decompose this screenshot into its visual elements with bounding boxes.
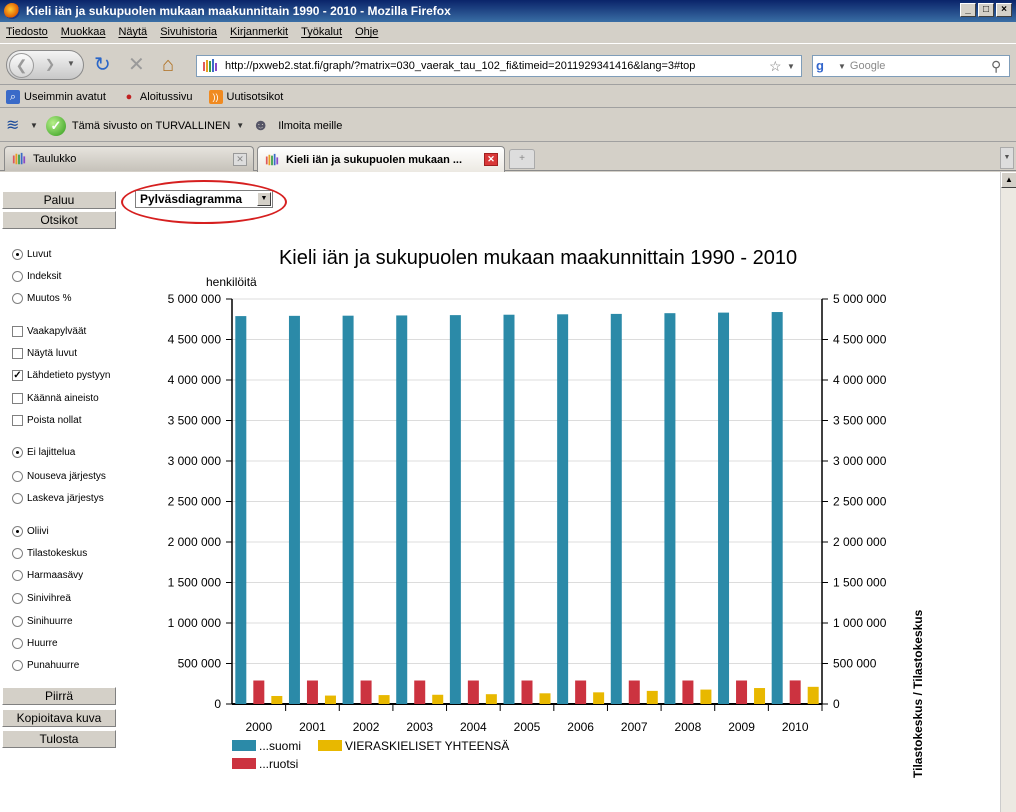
titles-button[interactable]: Otsikot xyxy=(2,211,116,229)
option-label: Luvut xyxy=(27,249,52,260)
x-tick-label: 2009 xyxy=(728,720,755,734)
radio-button[interactable] xyxy=(12,660,23,671)
start-page-icon: ● xyxy=(125,90,133,103)
firefox-icon xyxy=(4,3,20,19)
y-tick-label-right: 3 000 000 xyxy=(833,454,887,468)
history-dropdown-icon[interactable]: ▼ xyxy=(67,59,75,68)
bar-0 xyxy=(664,313,675,704)
tab-list-button[interactable]: ▼ xyxy=(1000,147,1014,169)
option-values[interactable] xyxy=(12,249,51,260)
menu-history[interactable]: Sivuhistoria xyxy=(160,26,218,38)
navigation-toolbar xyxy=(0,43,1016,85)
bar-0 xyxy=(718,313,729,704)
color-blue-frost[interactable] xyxy=(12,616,73,627)
tab-strip xyxy=(0,143,1016,171)
x-tick-label: 2004 xyxy=(460,720,487,734)
back-forward-group xyxy=(6,50,84,80)
page-content xyxy=(0,172,1000,812)
search-input[interactable]: Google xyxy=(849,60,886,72)
legend-label: ...ruotsi xyxy=(259,757,299,771)
bar-2 xyxy=(700,690,711,704)
option-label: Sinivihreä xyxy=(27,593,71,604)
url-text[interactable]: http://pxweb2.stat.fi/graph/?matrix=030_vaerak_tau_102_fi&timeid=2011929341416&lang=3#top xyxy=(225,60,696,72)
option-label: Nouseva järjestys xyxy=(27,471,106,482)
tab-favicon-icon xyxy=(11,152,27,166)
minimize-button[interactable]: _ xyxy=(960,3,976,17)
color-statistics-finland[interactable] xyxy=(12,548,87,559)
bar-0 xyxy=(396,315,407,704)
chevron-down-icon[interactable]: ▼ xyxy=(257,192,271,206)
radio-button[interactable] xyxy=(12,249,23,260)
bar-0 xyxy=(450,315,461,704)
option-label: Oliivi xyxy=(27,526,49,537)
site-favicon-icon xyxy=(201,58,219,74)
menu-file[interactable]: Tiedosto xyxy=(6,26,48,38)
radio-button[interactable] xyxy=(12,570,23,581)
checkbox[interactable] xyxy=(12,393,23,404)
tab-label: Taulukko xyxy=(33,153,77,165)
tab-favicon-icon xyxy=(264,153,280,167)
y-tick-label-left: 4 000 000 xyxy=(167,373,221,387)
y-tick-label-left: 2 000 000 xyxy=(167,535,221,549)
back-page-button[interactable]: Paluu xyxy=(2,191,116,209)
checkbox[interactable] xyxy=(12,415,23,426)
menu-tools[interactable]: Työkalut xyxy=(301,26,343,38)
bar-2 xyxy=(432,695,443,704)
option-transpose-data[interactable] xyxy=(12,393,99,404)
draw-button[interactable]: Piirrä xyxy=(2,687,116,705)
print-button[interactable]: Tulosta xyxy=(2,730,116,748)
y-tick-label-right: 5 000 000 xyxy=(833,292,887,306)
bookmark-star-icon[interactable]: ☆ xyxy=(769,57,782,74)
wot-dropdown-icon[interactable]: ▼ xyxy=(30,121,38,130)
url-dropdown-icon[interactable]: ▼ xyxy=(787,61,795,71)
bar-2 xyxy=(593,692,604,704)
legend-label: ...suomi xyxy=(259,739,302,753)
bar-2 xyxy=(808,687,819,704)
reload-icon[interactable]: ↻ xyxy=(94,54,111,76)
color-red-frost[interactable] xyxy=(12,660,79,671)
menu-help[interactable]: Ohje xyxy=(355,26,379,38)
option-label: Tilastokeskus xyxy=(27,548,88,559)
copy-image-button[interactable]: Kopioitava kuva xyxy=(2,709,116,727)
bar-2 xyxy=(271,696,282,704)
option-label: Muutos % xyxy=(27,293,72,304)
bar-1 xyxy=(307,681,318,704)
option-label: Laskeva järjestys xyxy=(27,493,104,504)
y-tick-label-left: 4 500 000 xyxy=(167,332,221,347)
x-tick-label: 2005 xyxy=(513,720,541,734)
y-tick-label-left: 3 500 000 xyxy=(167,413,221,428)
forward-button[interactable]: ❯ xyxy=(45,57,56,71)
x-tick-label: 2007 xyxy=(620,720,648,734)
option-label: Lähdetieto pystyyn xyxy=(27,370,111,381)
y-tick-label-left: 0 xyxy=(214,697,221,711)
menu-view[interactable]: Näytä xyxy=(118,26,148,38)
y-tick-label-right: 1 000 000 xyxy=(833,616,887,630)
option-ascending[interactable] xyxy=(12,471,106,482)
google-icon[interactable]: g xyxy=(816,58,824,73)
color-blue-green[interactable] xyxy=(12,593,71,604)
close-window-button[interactable]: × xyxy=(996,3,1012,17)
bar-0 xyxy=(504,315,515,704)
y-tick-label-right: 500 000 xyxy=(833,656,877,671)
checkbox[interactable] xyxy=(12,348,23,359)
y-tick-label-left: 5 000 000 xyxy=(167,292,221,306)
bar-1 xyxy=(414,681,425,704)
bar-2 xyxy=(325,696,336,704)
security-status-text[interactable]: Tämä sivusto on TURVALLINEN xyxy=(71,119,231,132)
close-tab-icon[interactable]: ✕ xyxy=(233,153,247,166)
radio-button[interactable] xyxy=(12,526,23,537)
new-tab-button[interactable]: + xyxy=(509,149,535,169)
bar-1 xyxy=(736,681,747,704)
bar-1 xyxy=(682,681,693,704)
menu-edit[interactable]: Muokkaa xyxy=(60,26,106,38)
option-show-values[interactable] xyxy=(12,348,77,359)
bar-1 xyxy=(468,681,479,704)
vertical-scrollbar[interactable] xyxy=(1000,172,1016,812)
chart-type-value: Pylväsdiagramma xyxy=(140,192,243,206)
option-label: Käännä aineisto xyxy=(27,393,99,404)
color-olive[interactable] xyxy=(12,526,49,537)
y-tick-label-left: 2 500 000 xyxy=(167,494,221,509)
bar-1 xyxy=(361,681,372,704)
bookmark-most-visited[interactable] xyxy=(6,90,106,104)
option-label: Harmaasävy xyxy=(27,570,84,581)
legend-swatch xyxy=(232,758,256,769)
bar-0 xyxy=(611,314,622,704)
wot-signal-icon[interactable]: ≋ xyxy=(6,116,20,134)
option-label: Sinihuurre xyxy=(27,616,73,627)
radio-button[interactable] xyxy=(12,593,23,604)
x-tick-label: 2002 xyxy=(352,720,380,734)
bar-2 xyxy=(486,694,497,704)
close-tab-icon[interactable]: ✕ xyxy=(484,153,498,166)
safe-check-icon: ✓ xyxy=(46,116,66,136)
option-source-vertical[interactable] xyxy=(12,370,110,381)
security-dropdown-icon[interactable]: ▼ xyxy=(236,121,245,130)
y-tick-label-right: 2 500 000 xyxy=(833,494,887,509)
tab-chart[interactable] xyxy=(257,146,505,172)
y-tick-label-left: 500 000 xyxy=(177,656,221,671)
addon-toolbar xyxy=(0,110,1016,142)
radio-button[interactable] xyxy=(12,271,23,282)
bookmark-label: Aloitussivu xyxy=(139,90,193,103)
radio-button[interactable] xyxy=(12,616,23,627)
bar-1 xyxy=(522,681,533,704)
x-tick-label: 2000 xyxy=(245,720,273,734)
menu-bar xyxy=(0,22,1016,42)
option-indices[interactable] xyxy=(12,271,61,282)
bookmarks-toolbar xyxy=(0,86,1016,108)
bar-0 xyxy=(235,316,246,704)
bar-0 xyxy=(557,314,568,704)
bar-0 xyxy=(772,312,783,704)
checkbox[interactable] xyxy=(12,326,23,337)
y-tick-label-right: 4 500 000 xyxy=(833,332,887,347)
y-tick-label-right: 2 000 000 xyxy=(833,535,887,549)
menu-bookmarks[interactable]: Kirjanmerkit xyxy=(230,26,289,38)
radio-button[interactable] xyxy=(12,293,23,304)
maximize-button[interactable]: □ xyxy=(978,3,994,17)
bar-2 xyxy=(754,688,765,704)
bookmark-news-headlines[interactable] xyxy=(209,90,284,104)
bookmark-label: Useimmin avatut xyxy=(24,90,106,103)
y-tick-label-left: 3 000 000 xyxy=(167,454,221,468)
bookmark-label: Uutisotsikot xyxy=(226,90,284,103)
highlight-ellipse xyxy=(121,180,287,224)
bar-0 xyxy=(343,316,354,704)
checkbox[interactable]: ✓ xyxy=(13,370,22,381)
x-tick-label: 2001 xyxy=(299,720,326,734)
search-engine-dropdown-icon[interactable]: ▼ xyxy=(838,61,846,71)
option-label: Vaakapylväät xyxy=(27,326,87,337)
legend-swatch xyxy=(318,740,342,751)
option-remove-zeros[interactable] xyxy=(12,415,81,426)
y-axis-label: henkilöitä xyxy=(206,275,257,289)
y-tick-label-left: 1 500 000 xyxy=(167,575,221,590)
x-tick-label: 2003 xyxy=(406,720,434,734)
tab-label: Kieli iän ja sukupuolen mukaan ... xyxy=(286,153,463,166)
x-tick-label: 2010 xyxy=(781,720,809,734)
address-bar[interactable] xyxy=(196,55,802,77)
legend-swatch xyxy=(232,740,256,751)
chart-title: Kieli iän ja sukupuolen mukaan maakunnittain 1990 - 2010 xyxy=(278,247,798,269)
y-tick-label-left: 1 000 000 xyxy=(167,616,221,630)
option-label: Huurre xyxy=(27,638,58,649)
option-label: Punahuurre xyxy=(27,660,80,671)
radio-button[interactable] xyxy=(12,447,23,458)
bar-1 xyxy=(790,680,801,704)
option-horizontal-bars[interactable] xyxy=(12,326,86,337)
option-no-sorting[interactable] xyxy=(12,447,75,458)
bar-2 xyxy=(379,695,390,704)
window-title: Kieli iän ja sukupuolen mukaan maakunnittain 1990 - 2010 - Mozilla Firefox xyxy=(26,4,451,18)
home-icon[interactable]: ⌂ xyxy=(162,54,175,76)
search-icon[interactable]: ⚲ xyxy=(991,57,1002,74)
stop-icon[interactable]: ✕ xyxy=(128,54,145,76)
y-tick-label-right: 0 xyxy=(833,697,840,711)
bar-1 xyxy=(575,681,586,704)
bar-2 xyxy=(647,691,658,704)
scroll-up-button[interactable]: ▲ xyxy=(1001,172,1016,188)
radio-button[interactable] xyxy=(12,493,23,504)
bar-2 xyxy=(540,693,551,704)
option-label: Poista nollat xyxy=(27,415,82,426)
report-link[interactable]: Ilmoita meille xyxy=(278,119,343,132)
rss-icon: )) xyxy=(209,90,223,104)
y-tick-label-right: 3 500 000 xyxy=(833,413,887,428)
radio-button[interactable] xyxy=(12,548,23,559)
x-tick-label: 2008 xyxy=(674,720,702,734)
color-frost[interactable] xyxy=(12,638,58,649)
most-visited-icon: ⌕ xyxy=(6,90,20,104)
option-change-percent[interactable] xyxy=(12,293,71,304)
option-label: Näytä luvut xyxy=(27,348,78,359)
option-descending[interactable] xyxy=(12,493,104,504)
bar-1 xyxy=(253,681,264,704)
color-grayscale[interactable] xyxy=(12,570,83,581)
option-label: Indeksit xyxy=(27,271,62,282)
y-tick-label-right: 1 500 000 xyxy=(833,575,887,590)
bar-0 xyxy=(289,316,300,704)
legend-label: VIERASKIELISET YHTEENSÄ xyxy=(345,739,510,753)
bookmark-start-page[interactable] xyxy=(122,90,193,104)
radio-button[interactable] xyxy=(12,638,23,649)
source-label: Tilastokeskus / Tilastokeskus xyxy=(911,609,925,778)
tab-table[interactable] xyxy=(4,146,254,171)
back-button[interactable]: ❮ xyxy=(9,53,34,78)
option-label: Ei lajittelua xyxy=(27,447,76,458)
bar-chart xyxy=(0,172,1000,812)
bar-1 xyxy=(629,681,640,704)
x-tick-label: 2006 xyxy=(567,720,594,734)
window-titlebar xyxy=(0,0,1016,22)
y-tick-label-right: 4 000 000 xyxy=(833,373,887,387)
search-box[interactable] xyxy=(812,55,1010,77)
radio-button[interactable] xyxy=(12,471,23,482)
report-people-icon[interactable]: ☻ xyxy=(252,116,270,134)
